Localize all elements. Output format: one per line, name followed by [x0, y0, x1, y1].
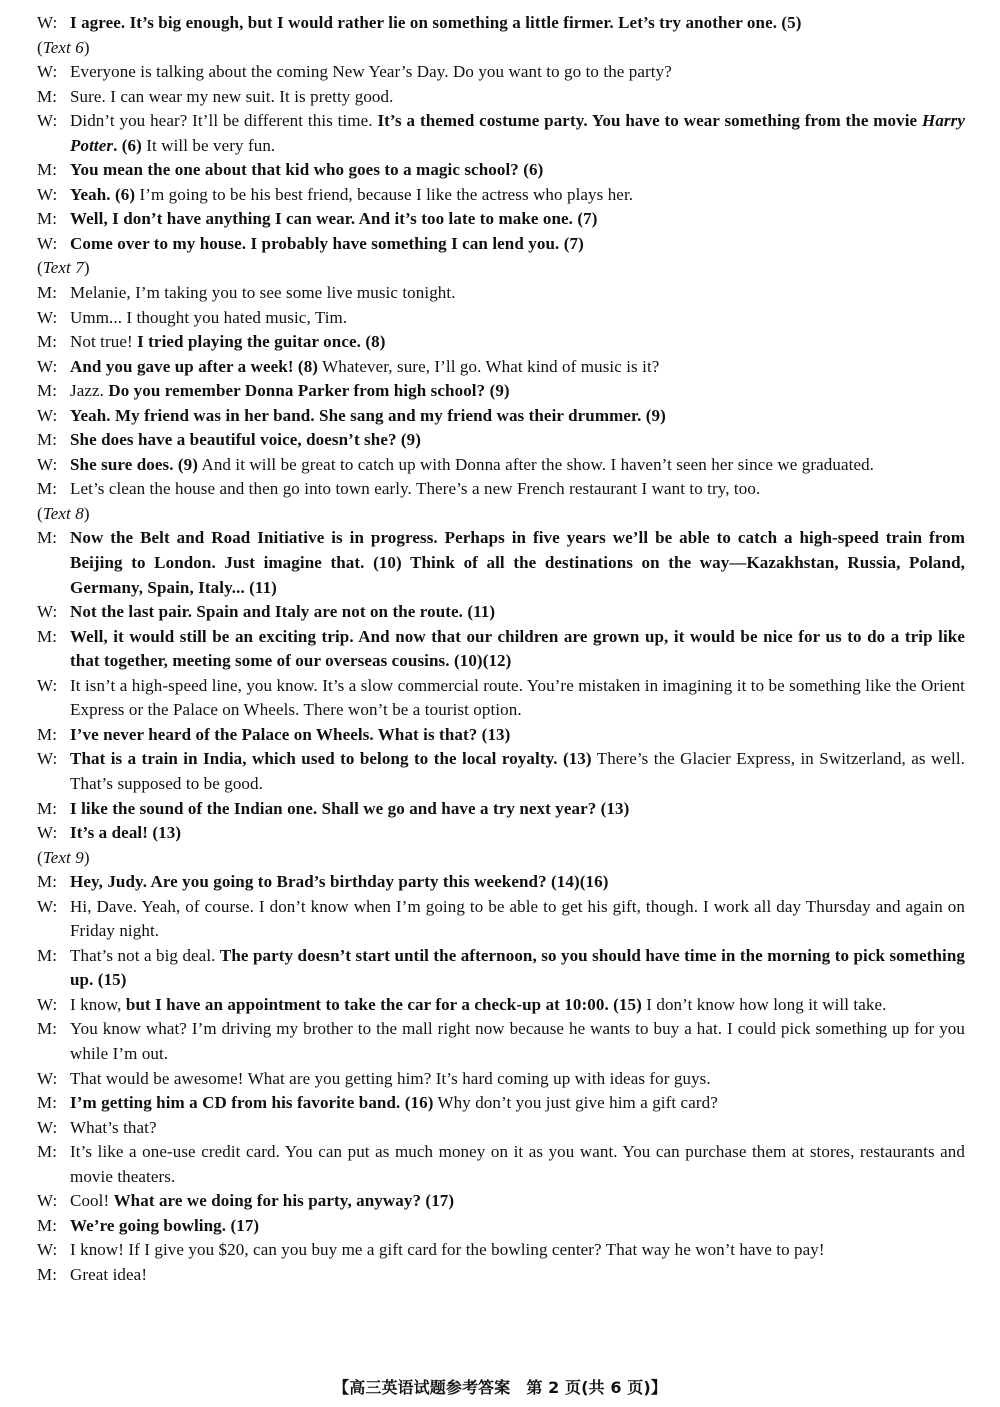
answer-key-text: She sure does. (9) [70, 454, 199, 474]
speaker-label: W: [37, 405, 58, 425]
speaker-label: M: [37, 283, 58, 303]
answer-key-text: What are we doing for his party, anyway? (17) [113, 1191, 455, 1211]
dialogue-line [37, 1091, 965, 1116]
dialogue-line [37, 797, 965, 822]
dialogue-text: I know! If I give you $20, can you buy me a gift card for the bowling center? That way he won’t have to pay! [70, 1240, 825, 1260]
dialogue-line [37, 11, 965, 36]
section-label: (Text 6) [37, 37, 90, 57]
speaker-label: M: [37, 626, 58, 646]
speaker-label: W: [37, 675, 58, 695]
answer-key-text: The party doesn’t start until the afternoon, so you should have time in the morning to pick something up. (15) [70, 945, 965, 990]
dialogue-text: Let’s clean the house and then go into town early. There’s a new French restaurant I want to try, too. [70, 479, 761, 499]
dialogue-line [37, 1214, 965, 1239]
speaker-label: W: [37, 602, 58, 622]
dialogue-line [37, 306, 965, 331]
dialogue-line [37, 1017, 965, 1066]
answer-key-text: That is a train in India, which used to belong to the local royalty. (13) [70, 749, 592, 769]
dialogue-text: And it will be great to catch up with Donna after the show. I haven’t seen her since we graduated. [198, 454, 875, 474]
dialogue-line [37, 993, 965, 1018]
answer-key-text: Come over to my house. I probably have something I can lend you. (7) [70, 233, 584, 253]
answer-key-text: I tried playing the guitar once. (8) [137, 332, 386, 352]
speaker-label: W: [37, 896, 58, 916]
answer-key-text: . (6) [113, 135, 142, 155]
dialogue-line [37, 183, 965, 208]
section-label-text: Text 9 [42, 847, 84, 867]
speaker-label: W: [37, 307, 58, 327]
answer-key-text: It’s a themed costume party. You have to wear something from the movie [377, 111, 922, 131]
dialogue-text: You know what? I’m driving my brother to the mall right now because he wants to buy a hat. I could pick something up for you while I’m out. [70, 1019, 965, 1063]
dialogue-text: There’s the Glacier Express, in Switzerland, as well. That’s supposed to be good. [70, 749, 965, 793]
dialogue-line [37, 109, 965, 158]
answer-key-text: Now the Belt and Road Initiative is in progress. Perhaps in five years we’ll be able to catch a high-speed train from Beijing to London. Just imagine that. (10) Think of all the destinations on the way—Kazakhstan, Russia, Poland, Germany, Spain, Italy... (11) [70, 528, 965, 597]
page-footer: 【高三英语试题参考答案 第 2 页(共 6 页)】 [333, 1378, 667, 1397]
speaker-label: W: [37, 111, 58, 131]
speaker-label: W: [37, 1240, 58, 1260]
dialogue-line [37, 625, 965, 674]
dialogue-line [37, 944, 965, 993]
dialogue-text: Hi, Dave. Yeah, of course. I don’t know when I’m going to be able to get his gift, though. I work all day Thursday and again on Friday night. [70, 896, 965, 941]
dialogue-text: Why don’t you just give him a gift card? [433, 1093, 718, 1113]
section-label-text: Text 6 [42, 37, 84, 57]
speaker-label: M: [37, 528, 58, 548]
dialogue-line [37, 674, 965, 723]
dialogue-text: I know, [70, 994, 126, 1014]
answer-key-text: And you gave up after a week! (8) [70, 356, 319, 376]
answer-key-text: Yeah. (6) [70, 184, 136, 204]
speaker-label: M: [37, 479, 58, 499]
speaker-label: W: [37, 233, 58, 253]
dialogue-line [37, 1116, 965, 1141]
dialogue-text: Melanie, I’m taking you to see some live music tonight. [70, 283, 456, 303]
answer-key-text: Yeah. My friend was in her band. She sang and my friend was their drummer. (9) [70, 405, 666, 425]
section-label: (Text 9) [37, 847, 90, 867]
answer-key-text: Well, it would still be an exciting trip. And now that our children are grown up, it would be nice for us to do a trip like that together, meeting some of our overseas cousins. (10)(12) [70, 626, 965, 671]
speaker-label: W: [37, 13, 58, 32]
dialogue-line [37, 1238, 965, 1263]
dialogue-line [37, 526, 965, 600]
dialogue-text: That’s not a big deal. [70, 945, 220, 965]
dialogue-line [37, 404, 965, 429]
dialogue-text: Whatever, sure, I’ll go. What kind of music is it? [318, 356, 660, 376]
dialogue-line [37, 821, 965, 846]
section-label: (Text 7) [37, 258, 90, 278]
dialogue-line [37, 207, 965, 232]
dialogue-line [37, 1140, 965, 1189]
speaker-label: W: [37, 1191, 58, 1211]
dialogue-text: I don’t know how long it will take. [641, 994, 887, 1014]
dialogue-line [37, 1263, 965, 1288]
speaker-label: M: [37, 209, 58, 229]
answer-key-text: Harry Potter [70, 111, 965, 155]
answer-key-text: You mean the one about that kid who goes to a magic school? (6) [70, 160, 544, 180]
answer-key-text: I’ve never heard of the Palace on Wheels. What is that? (13) [70, 724, 511, 744]
speaker-label: M: [37, 1093, 58, 1113]
dialogue-line [37, 600, 965, 625]
answer-key-text: We’re going bowling. (17) [70, 1215, 260, 1235]
dialogue-line [37, 330, 965, 355]
dialogue-text: It will be very fun. [141, 135, 276, 155]
dialogue-text: Sure. I can wear my new suit. It is pretty good. [70, 86, 394, 106]
speaker-label: M: [37, 430, 58, 450]
speaker-label: W: [37, 1068, 58, 1088]
speaker-label: W: [37, 184, 58, 204]
speaker-label: M: [37, 945, 58, 965]
speaker-label: M: [37, 1019, 58, 1039]
dialogue-line [37, 1189, 965, 1214]
speaker-label: W: [37, 1117, 58, 1137]
section-label: (Text 8) [37, 503, 90, 523]
dialogue-line [37, 379, 965, 404]
dialogue-text: Great idea! [70, 1264, 148, 1284]
dialogue-text: Everyone is talking about the coming New Year’s Day. Do you want to go to the party? [70, 62, 672, 82]
section-label-text: Text 7 [42, 258, 84, 278]
speaker-label: M: [37, 1264, 58, 1284]
dialogue-text: Umm... I thought you hated music, Tim. [70, 307, 348, 327]
speaker-label: M: [37, 1142, 58, 1162]
dialogue-text: It isn’t a high-speed line, you know. It’s a slow commercial route. You’re mistaken in imagining it to be something like the Orient Express or the Palace on Wheels. There won’t be a tourist option. [70, 675, 965, 720]
dialogue-text: Cool! [70, 1191, 114, 1211]
dialogue-line [37, 428, 965, 453]
answer-key-text: Not the last pair. Spain and Italy are not on the route. (11) [70, 602, 496, 622]
dialogue-text: Not true! [70, 332, 138, 352]
dialogue-line [37, 85, 965, 110]
speaker-label: M: [37, 724, 58, 744]
dialogue-line [37, 60, 965, 85]
section-label-text: Text 8 [42, 503, 84, 523]
answer-key-text: Hey, Judy. Are you going to Brad’s birthday party this weekend? (14)(16) [70, 872, 609, 892]
answer-key-text: Well, I don’t have anything I can wear. And it’s too late to make one. (7) [70, 209, 598, 229]
dialogue-line [37, 158, 965, 183]
dialogue-line [37, 895, 965, 944]
dialogue-line [37, 870, 965, 895]
dialogue-text: It’s like a one-use credit card. You can put as much money on it as you want. You can purchase them at stores, restaurants and movie theaters. [70, 1142, 965, 1186]
answer-key-text: but I have an appointment to take the car for a check-up at 10:00. (15) [125, 994, 642, 1014]
speaker-label: W: [37, 994, 58, 1014]
speaker-label: M: [37, 798, 58, 818]
speaker-label: W: [37, 62, 58, 82]
answer-key-text: It’s a deal! (13) [70, 823, 182, 843]
dialogue-line [37, 747, 965, 796]
speaker-label: M: [37, 1215, 58, 1235]
speaker-label: M: [37, 160, 58, 180]
answer-key-text: I agree. It’s big enough, but I would rather lie on something a little firmer. Let’s try another one. (5) [70, 13, 802, 32]
speaker-label: M: [37, 86, 58, 106]
speaker-label: M: [37, 872, 58, 892]
dialogue-line [37, 453, 965, 478]
dialogue-line [37, 355, 965, 380]
answer-key-text: I like the sound of the Indian one. Shall we go and have a try next year? (13) [70, 798, 630, 818]
speaker-label: M: [37, 381, 58, 401]
answer-key-text: I’m getting him a CD from his favorite band. (16) [70, 1093, 434, 1113]
dialogue-line [37, 281, 965, 306]
dialogue-text: I’m going to be his best friend, because I like the actress who plays her. [135, 184, 634, 204]
dialogue-line [37, 477, 965, 502]
dialogue-text: What’s that? [70, 1117, 157, 1137]
dialogue-line [37, 1067, 965, 1092]
dialogue-line [37, 232, 965, 257]
dialogue-line [37, 723, 965, 748]
speaker-label: W: [37, 823, 58, 843]
speaker-label: W: [37, 356, 58, 376]
answer-key-text: Do you remember Donna Parker from high school? (9) [108, 381, 510, 401]
dialogue-text: Jazz. [70, 381, 109, 401]
answer-key-text: She does have a beautiful voice, doesn’t she? (9) [70, 430, 422, 450]
speaker-label: W: [37, 454, 58, 474]
speaker-label: M: [37, 332, 58, 352]
transcript-body [37, 11, 965, 1287]
speaker-label: W: [37, 749, 58, 769]
dialogue-text: Didn’t you hear? It’ll be different this time. [70, 111, 378, 131]
dialogue-text: That would be awesome! What are you getting him? It’s hard coming up with ideas for guys. [70, 1068, 711, 1088]
